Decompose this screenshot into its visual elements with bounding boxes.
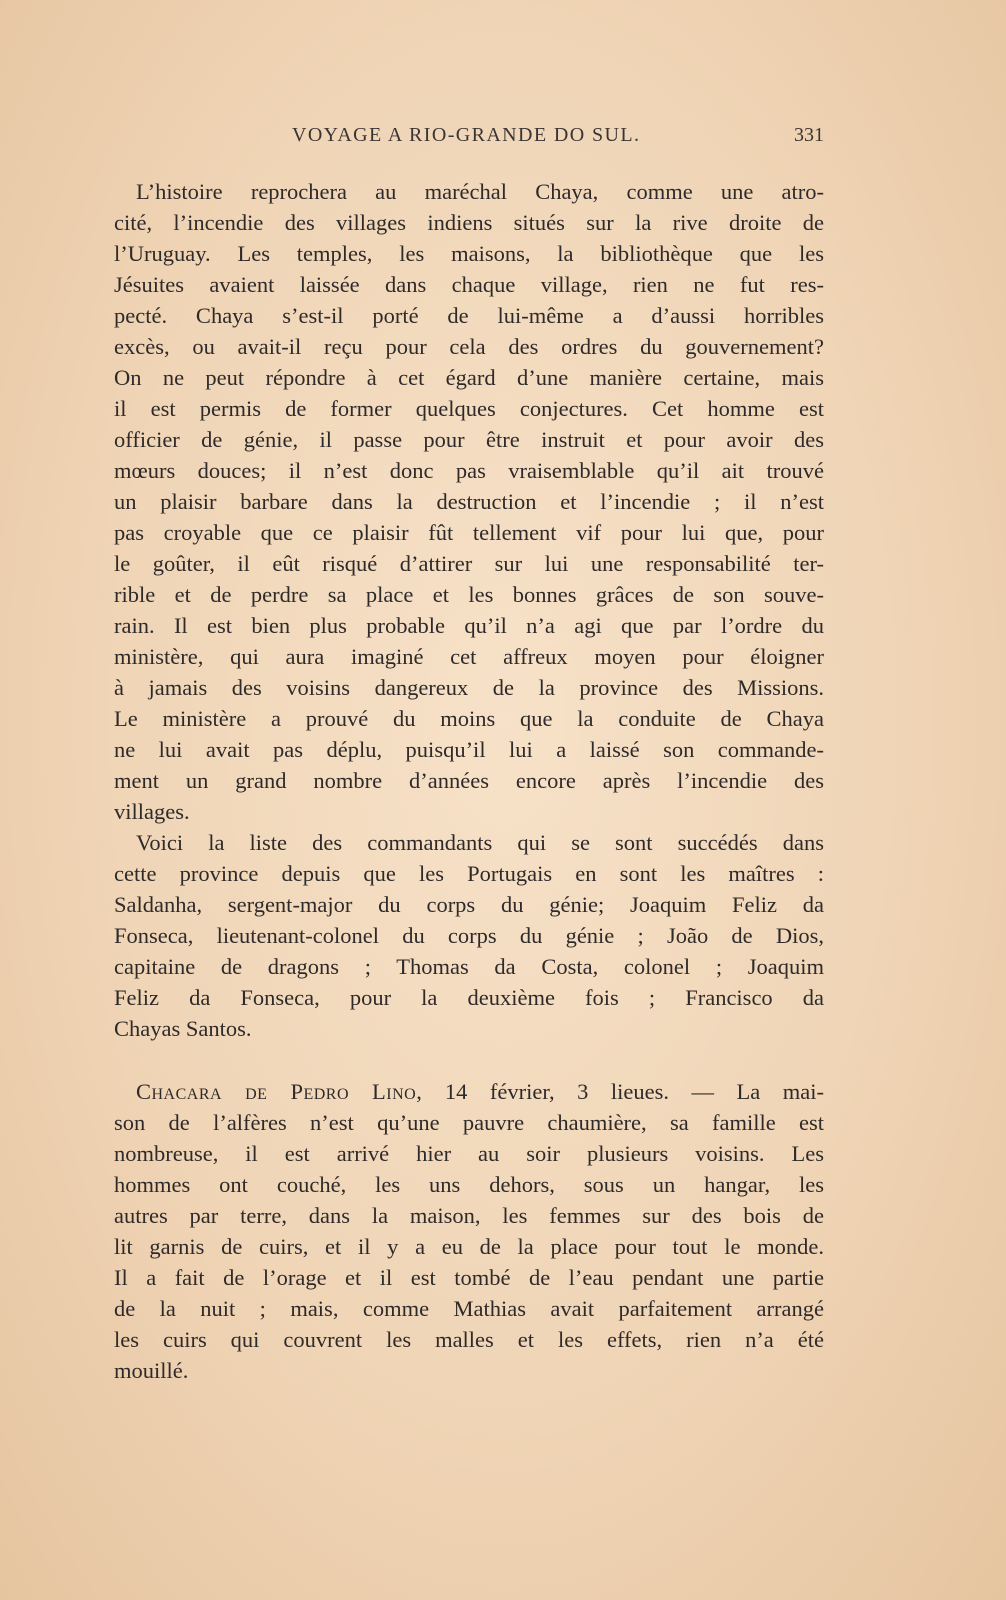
running-title: VOYAGE A RIO-GRANDE DO SUL.	[292, 124, 641, 146]
page-number: 331	[794, 124, 824, 146]
paragraph-commanders	[114, 827, 824, 1044]
paragraph-chaya	[114, 176, 824, 827]
text-line: pas croyable que ce plaisir fût tellement vif pour lui que, pour	[114, 520, 824, 545]
text-line: excès, ou avait-il reçu pour cela des ordres du gouvernement?	[114, 334, 824, 359]
text-line: On ne peut répondre à cet égard d’une manière certaine, mais	[114, 365, 824, 390]
text-line: hommes ont couché, les uns dehors, sous un hangar, les	[114, 1172, 824, 1197]
text-line: le goûter, il eût risqué d’attirer sur lui une responsabilité ter-	[114, 551, 824, 576]
text-line: nombreuse, il est arrivé hier au soir plusieurs voisins. Les	[114, 1141, 824, 1166]
section-heading-rest: 14 février, 3 lieues. — La mai-	[444, 1079, 825, 1104]
text-line: Feliz da Fonseca, pour la deuxième fois ; Francisco da	[114, 985, 824, 1010]
text-line: l’Uruguay. Les temples, les maisons, la bibliothèque que les	[114, 241, 824, 266]
text-line: officier de génie, il passe pour être instruit et pour avoir des	[114, 427, 824, 452]
text-line: Il a fait de l’orage et il est tombé de l’eau pendant une partie	[114, 1265, 824, 1290]
text-line: rible et de perdre sa place et les bonnes grâces de son souve-	[114, 582, 824, 607]
text-line: les cuirs qui couvrent les malles et les effets, rien n’a été	[114, 1327, 824, 1352]
text-line: mœurs douces; il n’est donc pas vraisemblable qu’il ait trouvé	[114, 458, 824, 483]
text-line: cette province depuis que les Portugais en sont les maîtres :	[114, 861, 824, 886]
page-header	[118, 124, 824, 154]
text-line: son de l’alfères n’est qu’une pauvre chaumière, sa famille est	[114, 1110, 824, 1135]
text-line: lit garnis de cuirs, et il y a eu de la place pour tout le monde.	[114, 1234, 824, 1259]
text-line: Jésuites avaient laissée dans chaque village, rien ne fut res-	[114, 272, 824, 297]
paragraph-chacara	[114, 1076, 824, 1386]
text-line: Saldanha, sergent-major du corps du génie; Joaquim Feliz da	[114, 892, 824, 917]
text-line: villages.	[114, 799, 190, 824]
text-line: un plaisir barbare dans la destruction et l’incendie ; il n’est	[114, 489, 824, 514]
text-line: à jamais des voisins dangereux de la province des Missions.	[114, 675, 824, 700]
text-line: Le ministère a prouvé du moins que la conduite de Chaya	[114, 706, 824, 731]
text-line: mouillé.	[114, 1358, 189, 1383]
section-heading: Chacara de Pedro Lino,	[136, 1079, 423, 1104]
text-line: Fonseca, lieutenant-colonel du corps du génie ; João de Dios,	[114, 923, 824, 948]
text-line: capitaine de dragons ; Thomas da Costa, colonel ; Joaquim	[114, 954, 824, 979]
text-line: Voici la liste des commandants qui se sont succédés dans	[136, 830, 824, 855]
text-line: il est permis de former quelques conjectures. Cet homme est	[114, 396, 824, 421]
text-line: rain. Il est bien plus probable qu’il n’a agi que par l’ordre du	[114, 613, 824, 638]
body-text	[114, 176, 824, 1386]
text-line: ment un grand nombre d’années encore après l’incendie des	[114, 768, 824, 793]
text-line	[114, 1076, 824, 1107]
text-line: de la nuit ; mais, comme Mathias avait parfaitement arrangé	[114, 1296, 824, 1321]
text-line: ne lui avait pas déplu, puisqu’il lui a laissé son commande-	[114, 737, 824, 762]
text-line: cité, l’incendie des villages indiens situés sur la rive droite de	[114, 210, 824, 235]
text-line: Chayas Santos.	[114, 1016, 252, 1041]
text-line: pecté. Chaya s’est-il porté de lui-même a d’aussi horribles	[114, 303, 824, 328]
text-line: ministère, qui aura imaginé cet affreux moyen pour éloigner	[114, 644, 824, 669]
text-line: autres par terre, dans la maison, les femmes sur des bois de	[114, 1203, 824, 1228]
text-line: L’histoire reprochera au maréchal Chaya, comme une atro-	[136, 179, 824, 204]
